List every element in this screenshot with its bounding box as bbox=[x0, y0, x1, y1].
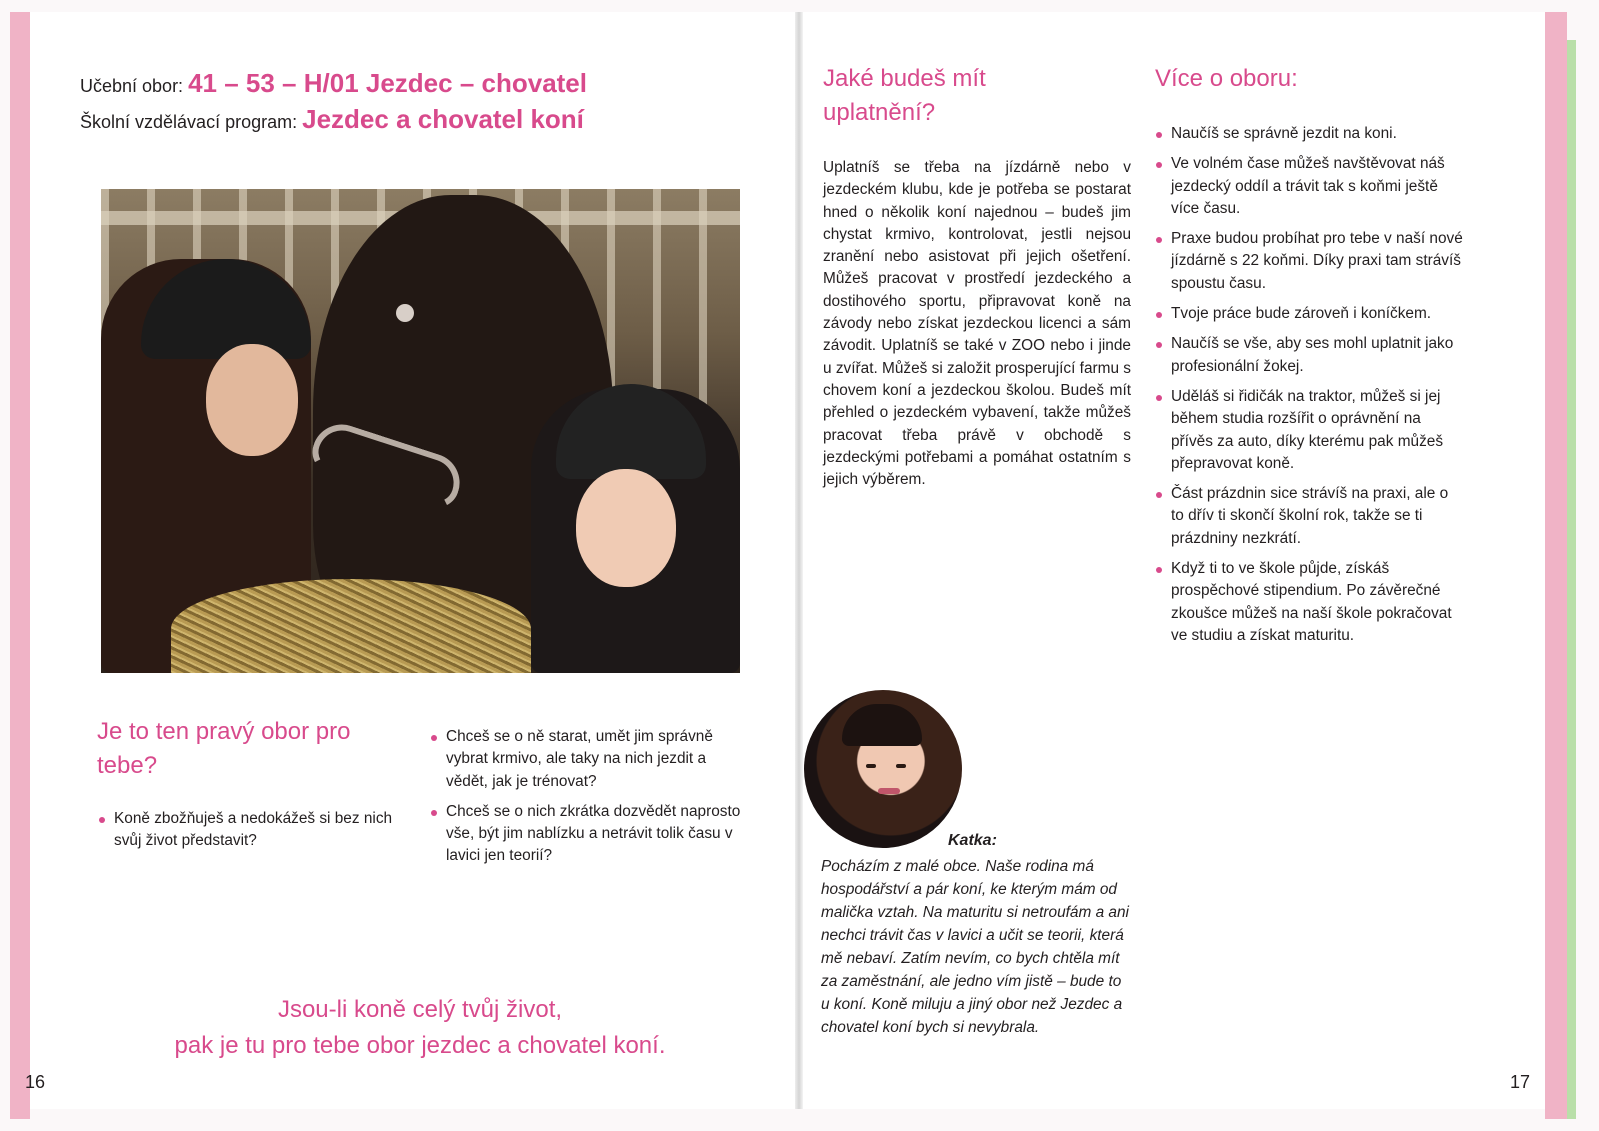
list-item: Uděláš si řidičák na traktor, můžeš si jej během studia rozšířit o oprávnění na přívěs za auto, díky kterému pak můžeš přepravovat koně. bbox=[1155, 386, 1465, 475]
avatar-eye bbox=[866, 764, 876, 768]
avatar-eye bbox=[896, 764, 906, 768]
slogan-line-1: Jsou-li koně celý tvůj život, bbox=[277, 996, 563, 1023]
slogan-line-2: pak je tu pro tebe obor jezdec a chovatel koní. bbox=[174, 1032, 666, 1059]
program-label: Školní vzdělávací program: bbox=[80, 112, 298, 132]
green-edge-stripe bbox=[1567, 40, 1576, 1119]
left-edge-stripe bbox=[10, 12, 30, 1119]
page-number-left: 16 bbox=[25, 1072, 46, 1092]
page-number-right: 17 bbox=[1510, 1072, 1531, 1092]
list-item: Tvoje práce bude zároveň i koníčkem. bbox=[1155, 303, 1465, 325]
program-value: Jezdec a chovatel koní bbox=[302, 104, 584, 134]
face-right bbox=[576, 469, 676, 587]
uplatneni-title: Jaké budeš mít uplatnění? bbox=[823, 65, 986, 126]
question-title: Je to ten pravý obor pro tebe? bbox=[97, 718, 351, 779]
testimonial-text: Pocházím z malé obce. Naše rodina má hospodářství a pár koní, ke kterým mám od malička vztah. Na maturitu si netroufám a ani nechci trávit čas v lavici a učit se teorii, která mě nebaví. Zatím nevím, co bych chtěla mít za zaměstnání, ale jedno vím jistě – bude to u koní. Koně miluju a jiný obor než Jezdec a chovatel koní bych si nevybrala. bbox=[821, 858, 1129, 1036]
hay bbox=[171, 579, 531, 673]
testimonial-name: Katka: bbox=[948, 832, 997, 849]
horse-photo bbox=[101, 189, 740, 673]
face-left bbox=[206, 344, 298, 456]
uplatneni-text: Uplatníš se třeba na jízdárně nebo v jezdeckém klubu, kde je potřeba se postarat hned o několik koní najednou – budeš jim chystat krmivo, kontrolovat, jestli nejsou zranění nebo asistovat při jejich ošetření. Můžeš pracovat v prostředí jezdeckého a dostihového sportu, připravovat koně na závody nebo získat jezdeckou licenci a sám závodit. Uplatníš se také v ZOO nebo i jinde u zvířat. Můžeš si založit prosperující farmu s chovem koní a jezdeckou školou. Budeš mít přehled o jezdeckém vybavení, takže můžeš pracovat třeba právě v obchodě s jezdeckými potřebami a pomáhat ostatním s jejich výběrem. bbox=[823, 159, 1131, 489]
avatar-hair bbox=[842, 704, 922, 746]
vice-list bbox=[1155, 123, 1465, 655]
book-spine bbox=[795, 12, 803, 1109]
avatar bbox=[804, 690, 962, 848]
list-item: Koně zbožňuješ a nedokážeš si bez nich svůj život představit? bbox=[98, 808, 418, 853]
avatar-mouth bbox=[878, 788, 900, 794]
program-heading bbox=[80, 104, 584, 135]
horse-blaze bbox=[396, 304, 414, 322]
list-item: Ve volném čase můžeš navštěvovat náš jezdecký oddíl a trávit tak s koňmi ještě více času. bbox=[1155, 153, 1465, 220]
list-item: Část prázdnin sice strávíš na praxi, ale o to dřív ti skončí školní rok, takže se ti prázdniny nezkrátí. bbox=[1155, 483, 1465, 550]
question-list-right bbox=[430, 726, 745, 876]
slogan bbox=[120, 992, 720, 1064]
list-item: Praxe budou probíhat pro tebe v naší nové jízdárně s 22 koňmi. Díky praxi tam strávíš spoustu času. bbox=[1155, 228, 1465, 295]
list-item: Naučíš se správně jezdit na koni. bbox=[1155, 123, 1465, 145]
list-item: Chceš se o ně starat, umět jim správně vybrat krmivo, ale taky na nich jezdit a vědět, jak je trénovat? bbox=[430, 726, 745, 793]
obor-label: Učební obor: bbox=[80, 76, 184, 96]
obor-heading bbox=[80, 68, 587, 99]
list-item: Když ti to ve škole půjde, získáš prospěchové stipendium. Po závěrečné zkoušce můžeš na naší škole pokračovat ve studiu a získat maturitu. bbox=[1155, 558, 1465, 647]
vice-title: Více o oboru: bbox=[1155, 65, 1298, 92]
obor-value: 41 – 53 – H/01 Jezdec – chovatel bbox=[188, 68, 587, 98]
question-list-left bbox=[98, 808, 418, 861]
list-item: Naučíš se vše, aby ses mohl uplatnit jako profesionální žokej. bbox=[1155, 333, 1465, 378]
right-edge-stripe bbox=[1545, 12, 1567, 1119]
list-item: Chceš se o nich zkrátka dozvědět naprosto vše, být jim nablízku a netrávit tolik času v lavici jen teorií? bbox=[430, 801, 745, 868]
